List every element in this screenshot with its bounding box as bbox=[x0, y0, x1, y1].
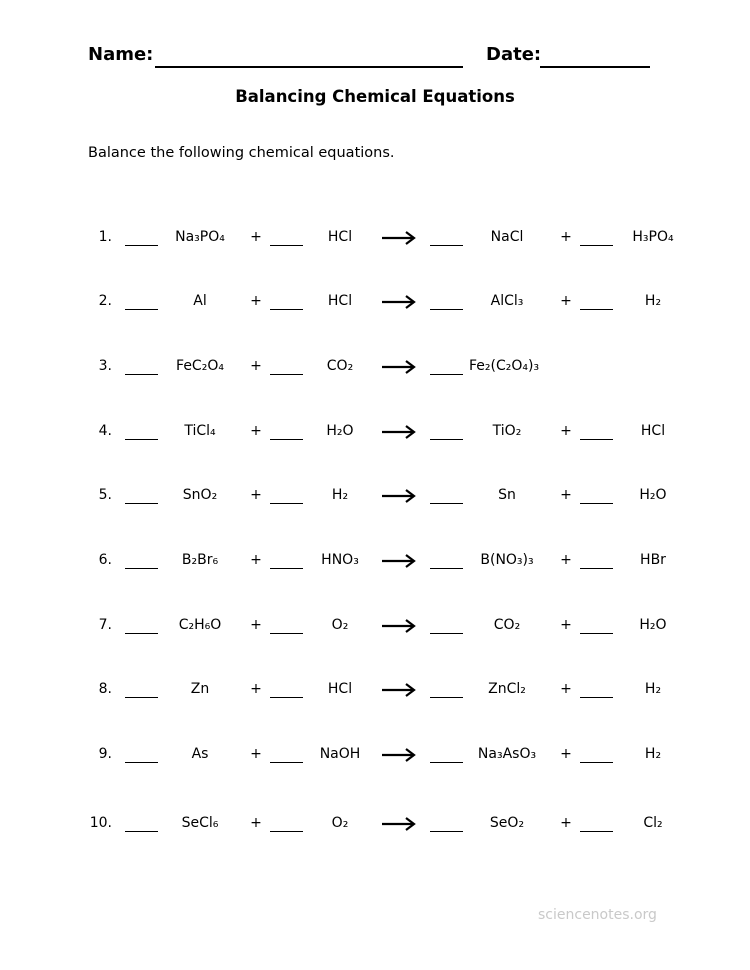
equation-number: 10. bbox=[89, 815, 112, 831]
reactant-formula: HNO₃ bbox=[321, 552, 359, 568]
equation-row bbox=[0, 227, 750, 251]
plus-sign: + bbox=[250, 681, 262, 697]
reactant-formula: TiCl₄ bbox=[184, 423, 216, 439]
plus-sign: + bbox=[560, 229, 572, 245]
equation-number: 3. bbox=[98, 358, 112, 374]
equation-number: 8. bbox=[98, 681, 112, 697]
equation-number: 7. bbox=[98, 617, 112, 633]
reactant-formula: HCl bbox=[327, 229, 353, 245]
reactant-formula: C₂H₆O bbox=[178, 617, 222, 633]
equation-row bbox=[0, 485, 750, 509]
product-formula: H₂O bbox=[639, 617, 667, 633]
page-title: Balancing Chemical Equations bbox=[235, 87, 515, 106]
footer-watermark: sciencenotes.org bbox=[538, 907, 657, 923]
product-formula: B(NO₃)₃ bbox=[480, 552, 534, 568]
product-formula: NaCl bbox=[490, 229, 524, 245]
equation-row bbox=[0, 356, 750, 380]
plus-sign: + bbox=[250, 229, 262, 245]
reactant-formula: Al bbox=[193, 293, 207, 309]
plus-sign: + bbox=[560, 423, 572, 439]
equation-row bbox=[0, 615, 750, 639]
product-formula: Cl₂ bbox=[643, 815, 663, 831]
plus-sign: + bbox=[560, 681, 572, 697]
reaction-arrow-icon bbox=[381, 228, 417, 246]
reaction-arrow-icon bbox=[381, 814, 417, 832]
plus-sign: + bbox=[250, 746, 262, 762]
reactant-formula: O₂ bbox=[331, 815, 349, 831]
plus-sign: + bbox=[250, 487, 262, 503]
reaction-arrow-icon bbox=[381, 551, 417, 569]
reactant-formula: B₂Br₆ bbox=[181, 552, 219, 568]
name-label: Name: bbox=[88, 44, 154, 65]
plus-sign: + bbox=[250, 617, 262, 633]
product-formula: H₂ bbox=[644, 681, 662, 697]
coefficient-blank[interactable] bbox=[430, 374, 463, 375]
reactant-formula: Zn bbox=[190, 681, 210, 697]
plus-sign: + bbox=[250, 552, 262, 568]
plus-sign: + bbox=[560, 815, 572, 831]
equation-row bbox=[0, 813, 750, 837]
reaction-arrow-icon bbox=[381, 422, 417, 440]
reactant-formula: CO₂ bbox=[326, 358, 354, 374]
product-formula: Sn bbox=[498, 487, 516, 503]
equation-number: 5. bbox=[98, 487, 112, 503]
plus-sign: + bbox=[560, 293, 572, 309]
plus-sign: + bbox=[560, 552, 572, 568]
instructions: Balance the following chemical equations. bbox=[88, 145, 395, 161]
reactant-formula: FeC₂O₄ bbox=[176, 358, 224, 374]
product-formula: H₂O bbox=[639, 487, 667, 503]
plus-sign: + bbox=[560, 746, 572, 762]
equation-row bbox=[0, 679, 750, 703]
product-formula: CO₂ bbox=[493, 617, 521, 633]
reactant-formula: Na₃PO₄ bbox=[175, 229, 225, 245]
reaction-arrow-icon bbox=[381, 486, 417, 504]
product-formula: Na₃AsO₃ bbox=[477, 746, 537, 762]
reactant-formula: As bbox=[191, 746, 209, 762]
product-formula: ZnCl₂ bbox=[488, 681, 526, 697]
plus-sign: + bbox=[250, 815, 262, 831]
product-formula: SeO₂ bbox=[489, 815, 525, 831]
name-field[interactable] bbox=[155, 66, 463, 68]
equation-number: 6. bbox=[98, 552, 112, 568]
reaction-arrow-icon bbox=[381, 357, 417, 375]
equation-row bbox=[0, 744, 750, 768]
reactant-formula: NaOH bbox=[319, 746, 361, 762]
product-formula: HCl bbox=[640, 423, 666, 439]
product-formula: H₃PO₄ bbox=[632, 229, 674, 245]
reactant-formula: SnO₂ bbox=[182, 487, 218, 503]
reactant-formula: HCl bbox=[327, 293, 353, 309]
reactant-formula: O₂ bbox=[331, 617, 349, 633]
product-formula: AlCl₃ bbox=[490, 293, 524, 309]
equation-number: 4. bbox=[98, 423, 112, 439]
reactant-formula: H₂ bbox=[331, 487, 349, 503]
product-formula: HBr bbox=[640, 552, 666, 568]
plus-sign: + bbox=[250, 293, 262, 309]
date-field[interactable] bbox=[540, 66, 650, 68]
plus-sign: + bbox=[250, 358, 262, 374]
plus-sign: + bbox=[560, 487, 572, 503]
reactant-formula: SeCl₆ bbox=[181, 815, 219, 831]
equation-row bbox=[0, 421, 750, 445]
product-formula: Fe₂(C₂O₄)₃ bbox=[469, 358, 540, 374]
plus-sign: + bbox=[560, 617, 572, 633]
reactant-formula: HCl bbox=[327, 681, 353, 697]
equation-row bbox=[0, 550, 750, 574]
reaction-arrow-icon bbox=[381, 680, 417, 698]
date-label: Date: bbox=[486, 44, 542, 65]
product-formula: TiO₂ bbox=[492, 423, 522, 439]
equation-number: 1. bbox=[98, 229, 112, 245]
reaction-arrow-icon bbox=[381, 745, 417, 763]
product-formula: H₂ bbox=[644, 293, 662, 309]
equation-number: 9. bbox=[98, 746, 112, 762]
reaction-arrow-icon bbox=[381, 616, 417, 634]
equation-row bbox=[0, 291, 750, 315]
reactant-formula: H₂O bbox=[326, 423, 354, 439]
equation-number: 2. bbox=[98, 293, 112, 309]
reaction-arrow-icon bbox=[381, 292, 417, 310]
product-formula: H₂ bbox=[644, 746, 662, 762]
plus-sign: + bbox=[250, 423, 262, 439]
